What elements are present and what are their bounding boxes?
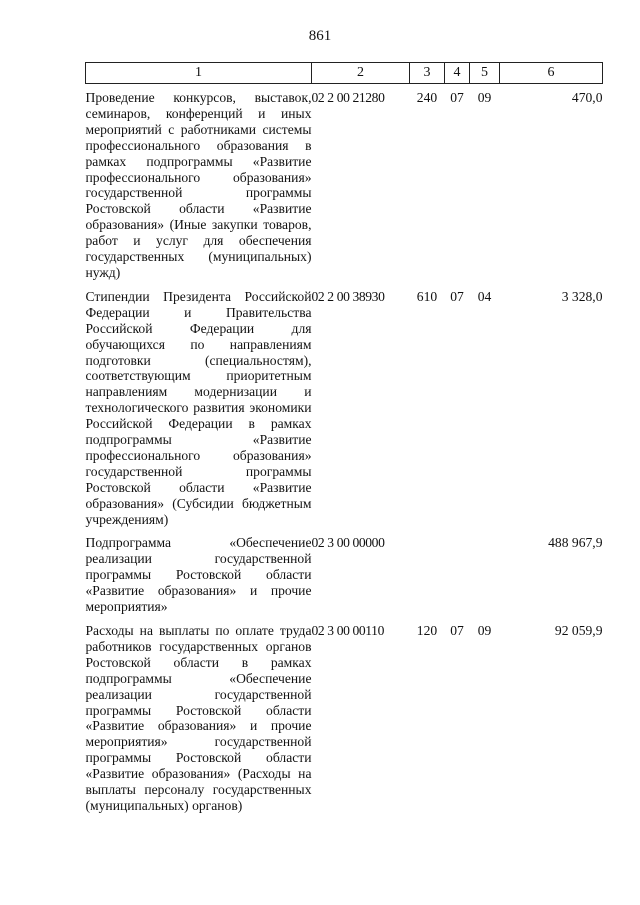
column-header-3: 3 xyxy=(410,63,445,84)
amount-value: 3 328,0 xyxy=(561,288,603,304)
expense-name: Подпрограмма «Обеспечение реализации государственной программы Ростовской области «Развитие образования» и прочие мероприятия» xyxy=(85,535,312,615)
table-row xyxy=(86,285,603,532)
expense-type-code: 240 xyxy=(416,90,438,105)
section-code: 07 xyxy=(450,623,464,638)
amount-value: 92 059,9 xyxy=(554,623,603,638)
column-header-2: 2 xyxy=(312,63,410,84)
section-code xyxy=(445,531,470,619)
column-header-6: 6 xyxy=(500,63,603,84)
section-code: 07 xyxy=(450,90,464,105)
target-code: 02 2 00 38930 xyxy=(311,288,385,304)
expense-name: Расходы на выплаты по оплате труда работников государственных органов Ростовской области в рамках подпрограммы «Обеспечение реализации государственной программы Ростовской области «Развитие образования» и прочие мероприятия» государственной программы Ростовской области «Развитие образования» (Расходы на выплаты персоналу государственных (муниципальных) органов) xyxy=(85,623,312,813)
expense-type-code: 120 xyxy=(416,623,438,638)
amount-value: 470,0 xyxy=(571,90,603,105)
expense-type-code: 610 xyxy=(416,288,438,304)
target-code: 02 2 00 21280 xyxy=(311,90,385,105)
page-number: 861 xyxy=(308,28,332,44)
table-row xyxy=(86,619,603,818)
subsection-code: 09 xyxy=(477,623,492,638)
column-header-1: 1 xyxy=(86,63,312,84)
target-code: 02 3 00 00110 xyxy=(311,623,384,638)
subsection-code xyxy=(470,531,500,619)
subsection-code: 04 xyxy=(477,288,492,304)
expense-type-code xyxy=(410,531,445,619)
expense-name: Стипендии Президента Российской Федерации и Правительства Российской Федерации для обучающихся по направлениям подготовки (специальностям), соответствующим приоритетным направлениям модернизации и технологического развития экономики Российской Федерации в рамках подпрограммы «Развитие профессионального образования» государственной программы Ростовской области «Развитие образования» (Субсидии бюджетным учреждениям) xyxy=(85,288,312,527)
budget-table xyxy=(85,62,603,818)
table-row xyxy=(86,531,603,619)
column-number-header xyxy=(86,63,603,84)
column-header-4: 4 xyxy=(445,63,470,84)
table-row xyxy=(86,84,603,285)
column-header-5: 5 xyxy=(470,63,500,84)
target-code: 02 3 00 00000 xyxy=(311,535,385,551)
amount-value: 488 967,9 xyxy=(548,535,603,551)
expense-name: Проведение конкурсов, выставок, семинаров, конференций и иных мероприятий с работниками системы профессионального образования в рамках подпрограммы «Развитие профессионального образования» государственной программы Ростовской области «Развитие образования» (Иные закупки товаров, работ и услуг для обеспечения государственных (муниципальных) нужд) xyxy=(85,90,312,280)
subsection-code: 09 xyxy=(477,90,492,105)
section-code: 07 xyxy=(450,288,464,304)
